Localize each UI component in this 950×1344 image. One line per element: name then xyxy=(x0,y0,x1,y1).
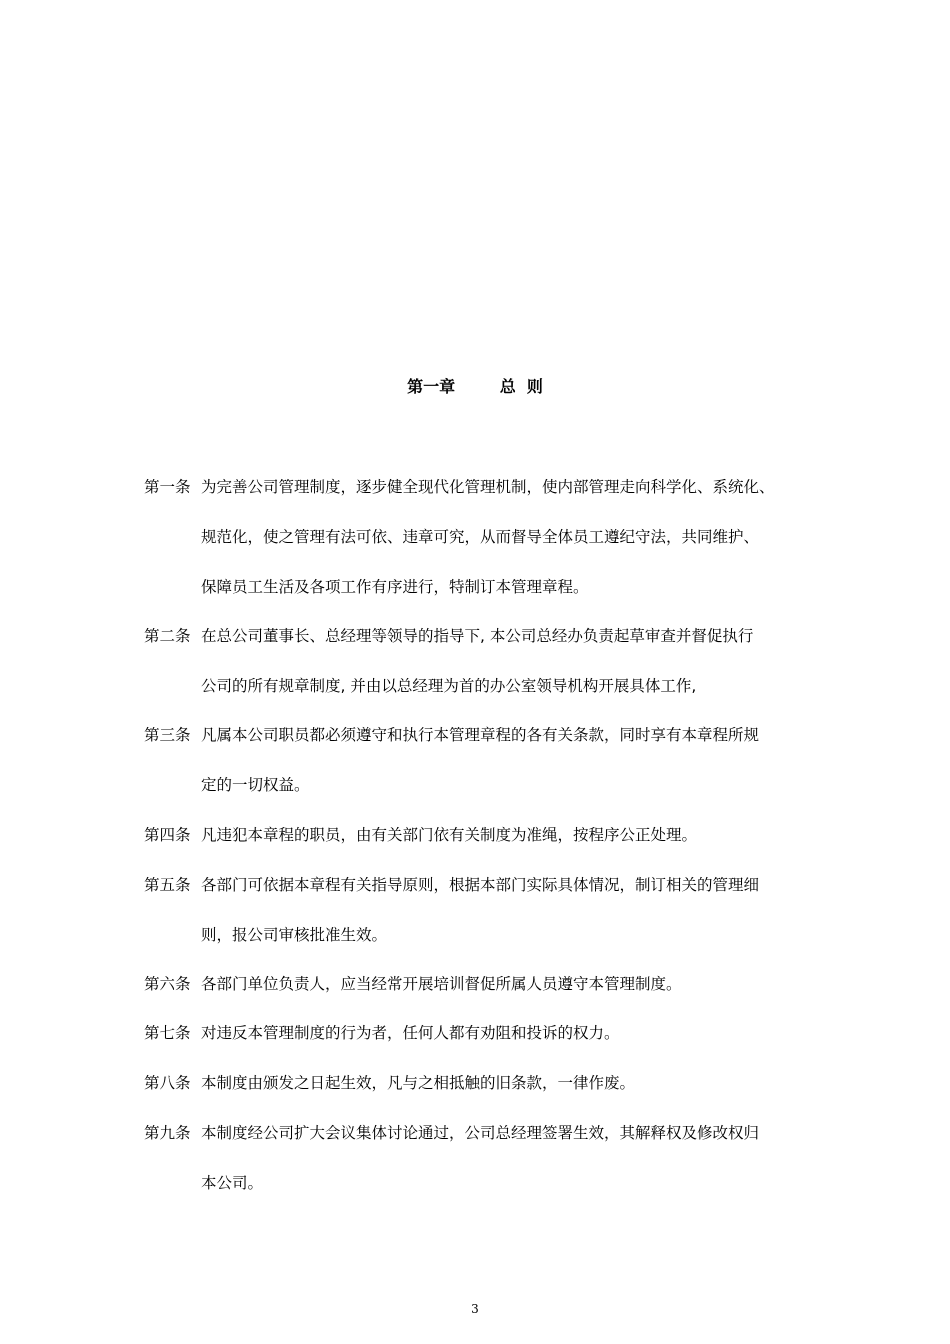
chapter-title: 第一章 总 则 xyxy=(407,377,543,396)
article-1 xyxy=(144,462,814,612)
article-text: 则，报公司审核批准生效。 xyxy=(201,926,388,944)
article-line xyxy=(144,959,814,1009)
article-7 xyxy=(144,1008,814,1058)
article-line xyxy=(144,1108,814,1158)
article-3 xyxy=(144,710,814,810)
article-number: 第四条 xyxy=(144,826,191,844)
article-4 xyxy=(144,810,814,860)
article-text: 在总公司董事长、总经理等领导的指导下, 本公司总经办负责起草审查并督促执行 xyxy=(201,627,754,645)
article-number: 第六条 xyxy=(144,975,191,993)
article-text: 保障员工生活及各项工作有序进行，特制订本管理章程。 xyxy=(201,578,589,596)
article-number: 第五条 xyxy=(144,876,191,894)
article-text: 规范化，使之管理有法可依、违章可究，从而督导全体员工遵纪守法，共同维护、 xyxy=(201,528,760,546)
article-6 xyxy=(144,959,814,1009)
article-2 xyxy=(144,611,814,711)
page-number: 3 xyxy=(471,1302,479,1316)
article-text: 定的一切权益。 xyxy=(201,776,310,794)
article-text: 本制度由颁发之日起生效，凡与之相抵触的旧条款，一律作废。 xyxy=(201,1074,636,1092)
article-number: 第一条 xyxy=(144,478,191,496)
article-9 xyxy=(144,1108,814,1208)
article-text: 公司的所有规章制度, 并由以总经理为首的办公室领导机构开展具体工作, xyxy=(201,677,697,695)
article-text: 各部门单位负责人，应当经常开展培训督促所属人员遵守本管理制度。 xyxy=(201,975,682,993)
article-number: 第二条 xyxy=(144,627,191,645)
article-text: 各部门可依据本章程有关指导原则，根据本部门实际具体情况，制订相关的管理细 xyxy=(201,876,760,894)
article-number: 第九条 xyxy=(144,1124,191,1142)
article-8 xyxy=(144,1058,814,1108)
article-text: 为完善公司管理制度，逐步健全现代化管理机制，使内部管理走向科学化、系统化、 xyxy=(201,478,775,496)
article-text: 本公司。 xyxy=(201,1174,264,1192)
article-line xyxy=(144,1058,814,1108)
article-text: 对违反本管理制度的行为者，任何人都有劝阻和投诉的权力。 xyxy=(201,1024,620,1042)
article-number: 第七条 xyxy=(144,1024,191,1042)
article-number: 第八条 xyxy=(144,1074,191,1092)
article-line xyxy=(144,462,814,512)
article-text: 本制度经公司扩大会议集体讨论通过，公司总经理签署生效，其解释权及修改权归 xyxy=(201,1124,760,1142)
article-line xyxy=(144,810,814,860)
article-number: 第三条 xyxy=(144,726,191,744)
article-line xyxy=(144,710,814,760)
article-line xyxy=(144,1008,814,1058)
article-line xyxy=(144,860,814,910)
article-text: 凡属本公司职员都必须遵守和执行本管理章程的各有关条款，同时享有本章程所规 xyxy=(201,726,760,744)
article-5 xyxy=(144,860,814,960)
article-line xyxy=(144,611,814,661)
article-text: 凡违犯本章程的职员，由有关部门依有关制度为准绳，按程序公正处理。 xyxy=(201,826,698,844)
